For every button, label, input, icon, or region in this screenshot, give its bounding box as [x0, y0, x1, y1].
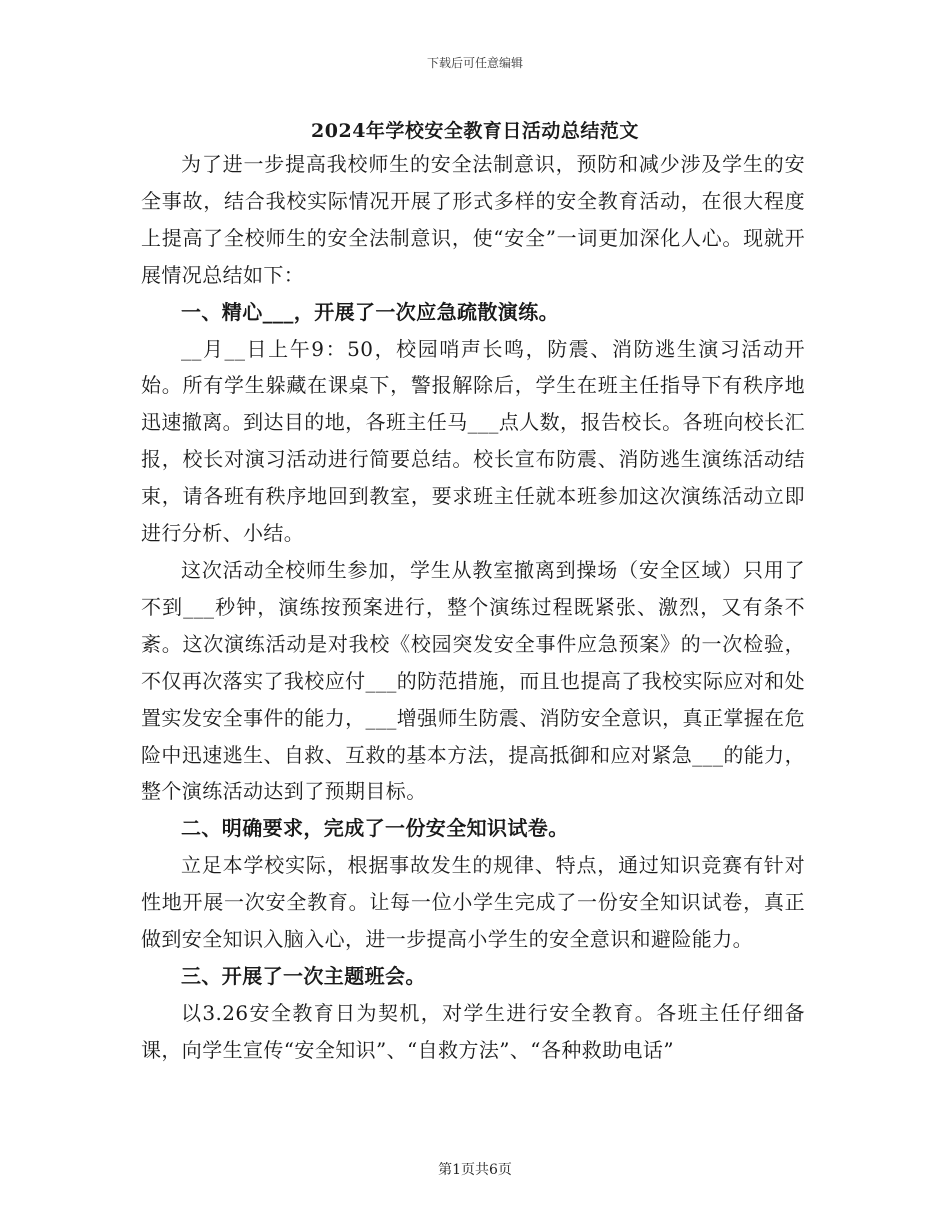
section-heading-1: 一、精心___，开展了一次应急疏散演练。 — [181, 299, 559, 324]
paragraph-intro: 为了进一步提高我校师生的安全法制意识，预防和减少涉及学生的安全事故，结合我校实际情况开展了形式多样的安全教育活动，在很大程度上提高了全校师生的安全法制意识，使“安全”一词更加深化人心。现就开展情况总结如下： — [141, 152, 805, 287]
section-heading-3: 三、开展了一次主题班会。 — [181, 963, 426, 988]
section-heading-2: 二、明确要求，完成了一份安全知识试卷。 — [181, 816, 569, 841]
paragraph-drill-review: 这次活动全校师生参加，学生从教室撤离到操场（安全区域）只用了不到___秒钟，演练按预案进行，整个演练过程既紧张、激烈，又有条不紊。这次演练活动是对我校《校园突发安全事件应急预案》的一次检验，不仅再次落实了我校应付___的防范措施，而且也提高了我校实际应对和处置实发安全事件的能力，___增强师生防震、消防安全意识，真正掌握在危险中迅速逃生、自救、互救的基本方法，提高抵御和应对紧急___的能力，整个演练活动达到了预期目标。 — [141, 557, 805, 804]
header-note: 下载后可任意编辑 — [426, 56, 523, 70]
document-body — [141, 146, 805, 1069]
paragraph-quiz: 立足本学校实际，根据事故发生的规律、特点，通过知识竞赛有针对性地开展一次安全教育。让每一位小学生完成了一份安全知识试卷，真正做到安全知识入脑入心，进一步提高小学生的安全意识和避险能力。 — [141, 853, 805, 952]
paragraph-drill: __月__日上午9：50，校园哨声长鸣，防震、消防逃生演习活动开始。所有学生躲藏在课桌下，警报解除后，学生在班主任指导下有秩序地迅速撤离。到达目的地，各班主任马___点人数，报告校长。各班向校长汇报，校长对演习活动进行简要总结。校长宣布防震、消防逃生演练活动结束，请各班有秩序地回到教室，要求班主任就本班参加这次演练活动立即进行分析、小结。 — [141, 336, 805, 546]
paragraph-class-meeting: 以3.26安全教育日为契机，对学生进行安全教育。各班主任仔细备课，向学生宣传“安全知识”、“自救方法”、“各种救助电话” — [141, 1000, 805, 1062]
document-title: 2024年学校安全教育日活动总结范文 — [311, 120, 639, 142]
page-number-footer: 第1页共6页 — [438, 1162, 512, 1178]
